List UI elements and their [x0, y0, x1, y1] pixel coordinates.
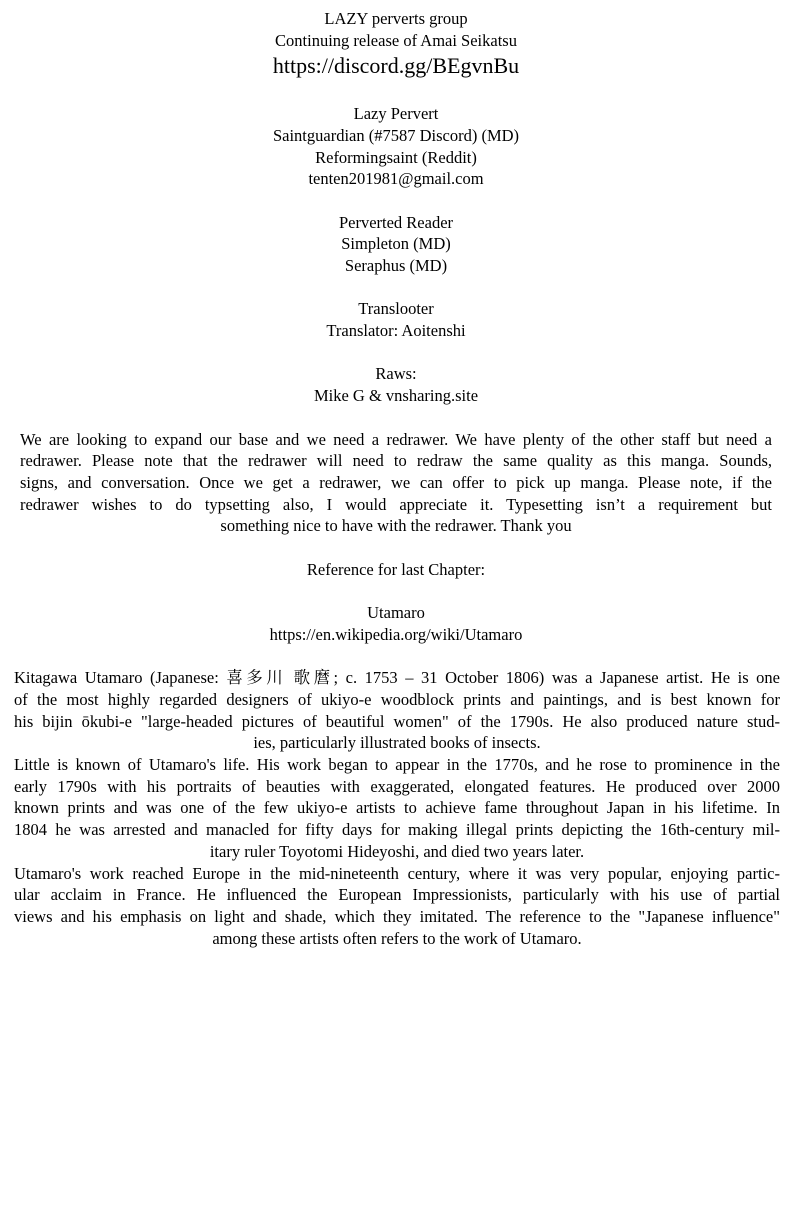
biography-line: among these artists often refers to the work of Utamaro. — [212, 928, 582, 948]
lazy-pervert-section — [0, 103, 792, 190]
biography-line: of the most highly regarded designers of ukiyo-e woodblock prints and paintings, and is best known for — [14, 689, 780, 709]
spacer — [0, 277, 792, 299]
lazy-pervert-reddit: Reformingsaint (Reddit) — [315, 147, 477, 167]
recruitment-line: We are looking to expand our base and we need a redrawer. We have plenty of the other staff but need a — [20, 429, 772, 449]
lazy-pervert-heading: Lazy Pervert — [353, 104, 439, 124]
perverted-reader-1: Simpleton (MD) — [341, 234, 451, 254]
biography-line: Little is known of Utamaro's life. His work began to appear in the 1770s, and he rose to prominence in the — [14, 755, 780, 775]
translator-name: Translator: Aoitenshi — [326, 321, 466, 341]
spacer — [0, 407, 792, 429]
spacer — [0, 81, 792, 103]
reference-heading: Reference for last Chapter: — [306, 559, 486, 579]
spacer — [0, 580, 792, 602]
perverted-reader-heading: Perverted Reader — [338, 212, 454, 232]
reference-title: Utamaro — [367, 603, 425, 623]
perverted-reader-section — [0, 212, 792, 277]
biography-line: Kitagawa Utamaro (Japanese: 喜多川 歌麿; c. 1753 – 31 October 1806) was a Japanese artist. He is one — [14, 668, 780, 688]
perverted-reader-2: Seraphus (MD) — [344, 256, 448, 275]
recruitment-paragraph — [20, 429, 772, 538]
biography-line: ular acclaim in France. He influenced the European Impressionists, particularly with his use of partial — [14, 885, 780, 905]
group-name: LAZY perverts group — [324, 9, 468, 28]
raws-section — [0, 363, 792, 406]
header-section — [0, 8, 792, 81]
reference-section — [0, 559, 792, 646]
biography-line: ies, particularly illustrated books of insects. — [253, 733, 541, 753]
spacer — [0, 537, 792, 559]
recruitment-line: redrawer. Please note that the redrawer will need to redraw the same quality as this manga. Sounds, — [20, 451, 772, 471]
release-note: Continuing release of Amai Seikatsu — [275, 30, 517, 50]
recruitment-line: signs, and conversation. Once we get a redrawer, we can offer to pick up manga. Please note, if the — [20, 472, 772, 492]
biography-paragraph — [14, 754, 780, 863]
discord-link[interactable]: https://discord.gg/BEgvnBu — [272, 53, 520, 79]
lazy-pervert-discord: Saintguardian (#7587 Discord) (MD) — [272, 125, 520, 145]
lazy-pervert-email[interactable]: tenten201981@gmail.com — [308, 169, 484, 189]
reference-link[interactable]: https://en.wikipedia.org/wiki/Utamaro — [269, 624, 523, 644]
biography-line: his bijin ōkubi-e "large-headed pictures of beautiful women" of the 1790s. He also produced nature stud- — [14, 711, 780, 731]
spacer — [0, 646, 792, 668]
recruitment-line: redrawer wishes to do typsetting also, I would appreciate it. Typesetting isn’t a requirement but — [20, 494, 772, 514]
biography-paragraph — [14, 667, 780, 754]
translooter-heading: Translooter — [358, 299, 434, 319]
spacer — [0, 190, 792, 212]
biography-section — [14, 667, 780, 949]
biography-line: Utamaro's work reached Europe in the mid-nineteenth century, where it was very popular, enjoying partic- — [14, 863, 780, 883]
biography-paragraph — [14, 863, 780, 950]
biography-line: views and his emphasis on light and shade, which they imitated. The reference to the "Japanese influence" — [14, 907, 780, 926]
biography-line: itary ruler Toyotomi Hideyoshi, and died two years later. — [209, 841, 585, 861]
credits-page — [0, 8, 792, 949]
biography-line: early 1790s with his portraits of beauties with exaggerated, elongated features. He produced over 2000 — [14, 776, 780, 796]
raws-heading: Raws: — [375, 364, 417, 384]
biography-line: known prints and was one of the few ukiyo-e artists to achieve fame throughout Japan in his lifetime. In — [14, 798, 780, 818]
raws-source: Mike G & vnsharing.site — [313, 386, 479, 406]
recruitment-line: something nice to have with the redrawer. Thank you — [220, 516, 572, 536]
biography-line: 1804 he was arrested and manacled for fifty days for making illegal prints depicting the 16th-century mil- — [14, 820, 780, 840]
translooter-section — [0, 298, 792, 341]
spacer — [0, 342, 792, 364]
